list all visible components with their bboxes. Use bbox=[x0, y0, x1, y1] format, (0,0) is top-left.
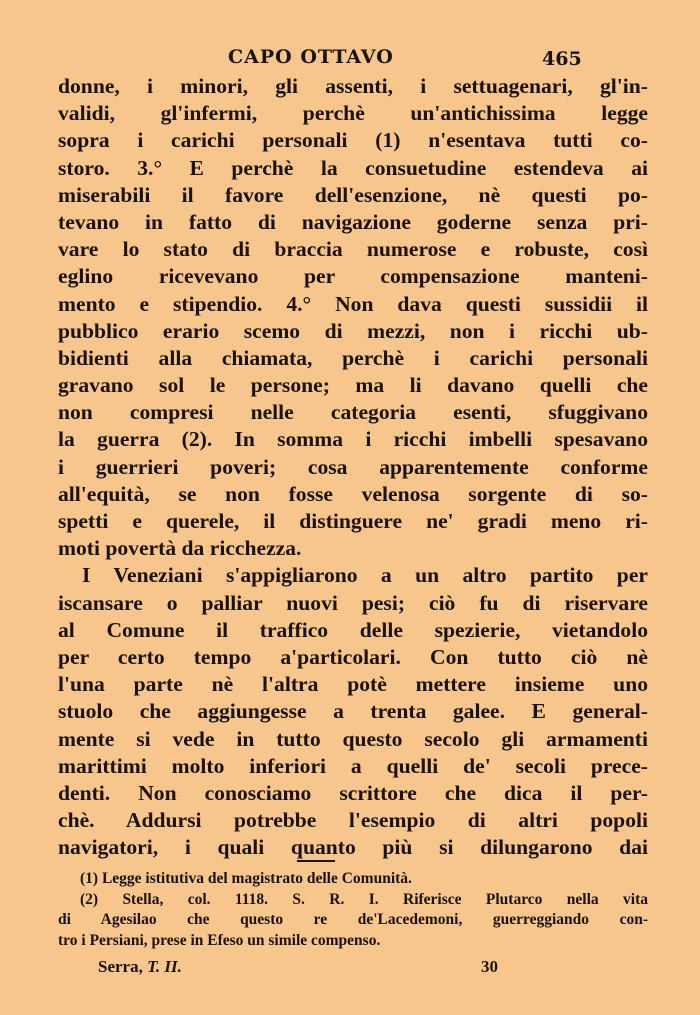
page-header bbox=[0, 46, 700, 76]
text-line: pubblico erario scemo di mezzi, non i ricchi ub- bbox=[58, 318, 648, 343]
text-line: spetti e querele, il distinguere ne' gradi meno ri- bbox=[58, 509, 648, 533]
text-line: moti povertà da ricchezza. bbox=[58, 536, 302, 561]
text-line: all'equità, se non fosse velenosa sorgente di so- bbox=[58, 481, 648, 506]
text-line: miserabili il favore dell'esenzione, nè questi po- bbox=[58, 182, 648, 207]
text-line: validi, gl'infermi, perchè un'antichissima legge bbox=[58, 101, 648, 126]
text-line: la guerra (2). In somma i ricchi imbelli spesavano bbox=[58, 427, 648, 452]
signature-volume: T. II. bbox=[147, 957, 182, 976]
text-line: chè. Addursi potrebbe l'esempio di altri popoli bbox=[58, 808, 648, 833]
text-line: tevano in fatto di navigazione goderne senza pri- bbox=[58, 209, 648, 234]
text-line: iscansare o palliar nuovi pesi; ciò fu di riservare bbox=[58, 590, 648, 615]
text-line: gravano sol le persone; ma li davano quelli che bbox=[58, 373, 648, 398]
text-line: mente si vede in tutto questo secolo gli armamenti bbox=[58, 726, 648, 751]
text-line: sopra i carichi personali (1) n'esentava tutti co- bbox=[58, 128, 648, 153]
footnote-line: (1) Legge istitutiva del magistrato delle Comunità. bbox=[80, 870, 412, 887]
footnote-line: tro i Persiani, prese in Efeso un simile compenso. bbox=[58, 931, 381, 949]
signature-number: 30 bbox=[481, 957, 498, 976]
text-line: marittimi molto inferiori a quelli de' secoli prece- bbox=[58, 753, 648, 778]
text-line: I Veneziani s'appigliarono a un altro partito per bbox=[82, 563, 648, 588]
text-line: navigatori, i quali quanto più si dilungarono dai bbox=[58, 835, 648, 860]
text-line: bidienti alla chiamata, perchè i carichi personali bbox=[58, 345, 648, 370]
text-line: vare lo stato di braccia numerose e robuste, così bbox=[58, 237, 648, 262]
text-line: donne, i minori, gli assenti, i settuagenari, gl'in- bbox=[58, 74, 648, 98]
text-line: eglino ricevevano per compensazione manteni- bbox=[58, 264, 648, 289]
running-title: CAPO OTTAVO bbox=[228, 46, 394, 68]
page-number: 465 bbox=[542, 48, 582, 70]
text-line: per certo tempo a'particolari. Con tutto ciò nè bbox=[58, 644, 648, 669]
footnotes bbox=[58, 869, 648, 951]
text-line: denti. Non conosciamo scrittore che dica il per- bbox=[58, 780, 648, 805]
text-line: storo. 3.° E perchè la consuetudine estendeva ai bbox=[58, 155, 648, 180]
printer-signature bbox=[98, 957, 182, 977]
text-line: i guerrieri poveri; cosa apparentemente conforme bbox=[58, 454, 648, 479]
text-line: non compresi nelle categoria esenti, sfuggivano bbox=[58, 400, 648, 425]
text-line: al Comune il traffico delle spezierie, vietandolo bbox=[58, 617, 648, 642]
text-line: l'una parte nè l'altra potè mettere insieme uno bbox=[58, 672, 648, 697]
text-line: stuolo che aggiungesse a trenta galee. E general- bbox=[58, 699, 648, 724]
footnote-line: di Agesilao che questo re de'Lacedemoni, guerreggiando con- bbox=[58, 911, 648, 928]
text-line: mento e stipendio. 4.° Non dava questi sussidii il bbox=[58, 291, 648, 316]
footnote-rule bbox=[297, 860, 335, 862]
footnote-line: (2) Stella, col. 1118. S. R. I. Riferisce Plutarco nella vita bbox=[80, 890, 648, 908]
body-text bbox=[58, 73, 648, 861]
signature-author: Serra, bbox=[98, 957, 143, 976]
